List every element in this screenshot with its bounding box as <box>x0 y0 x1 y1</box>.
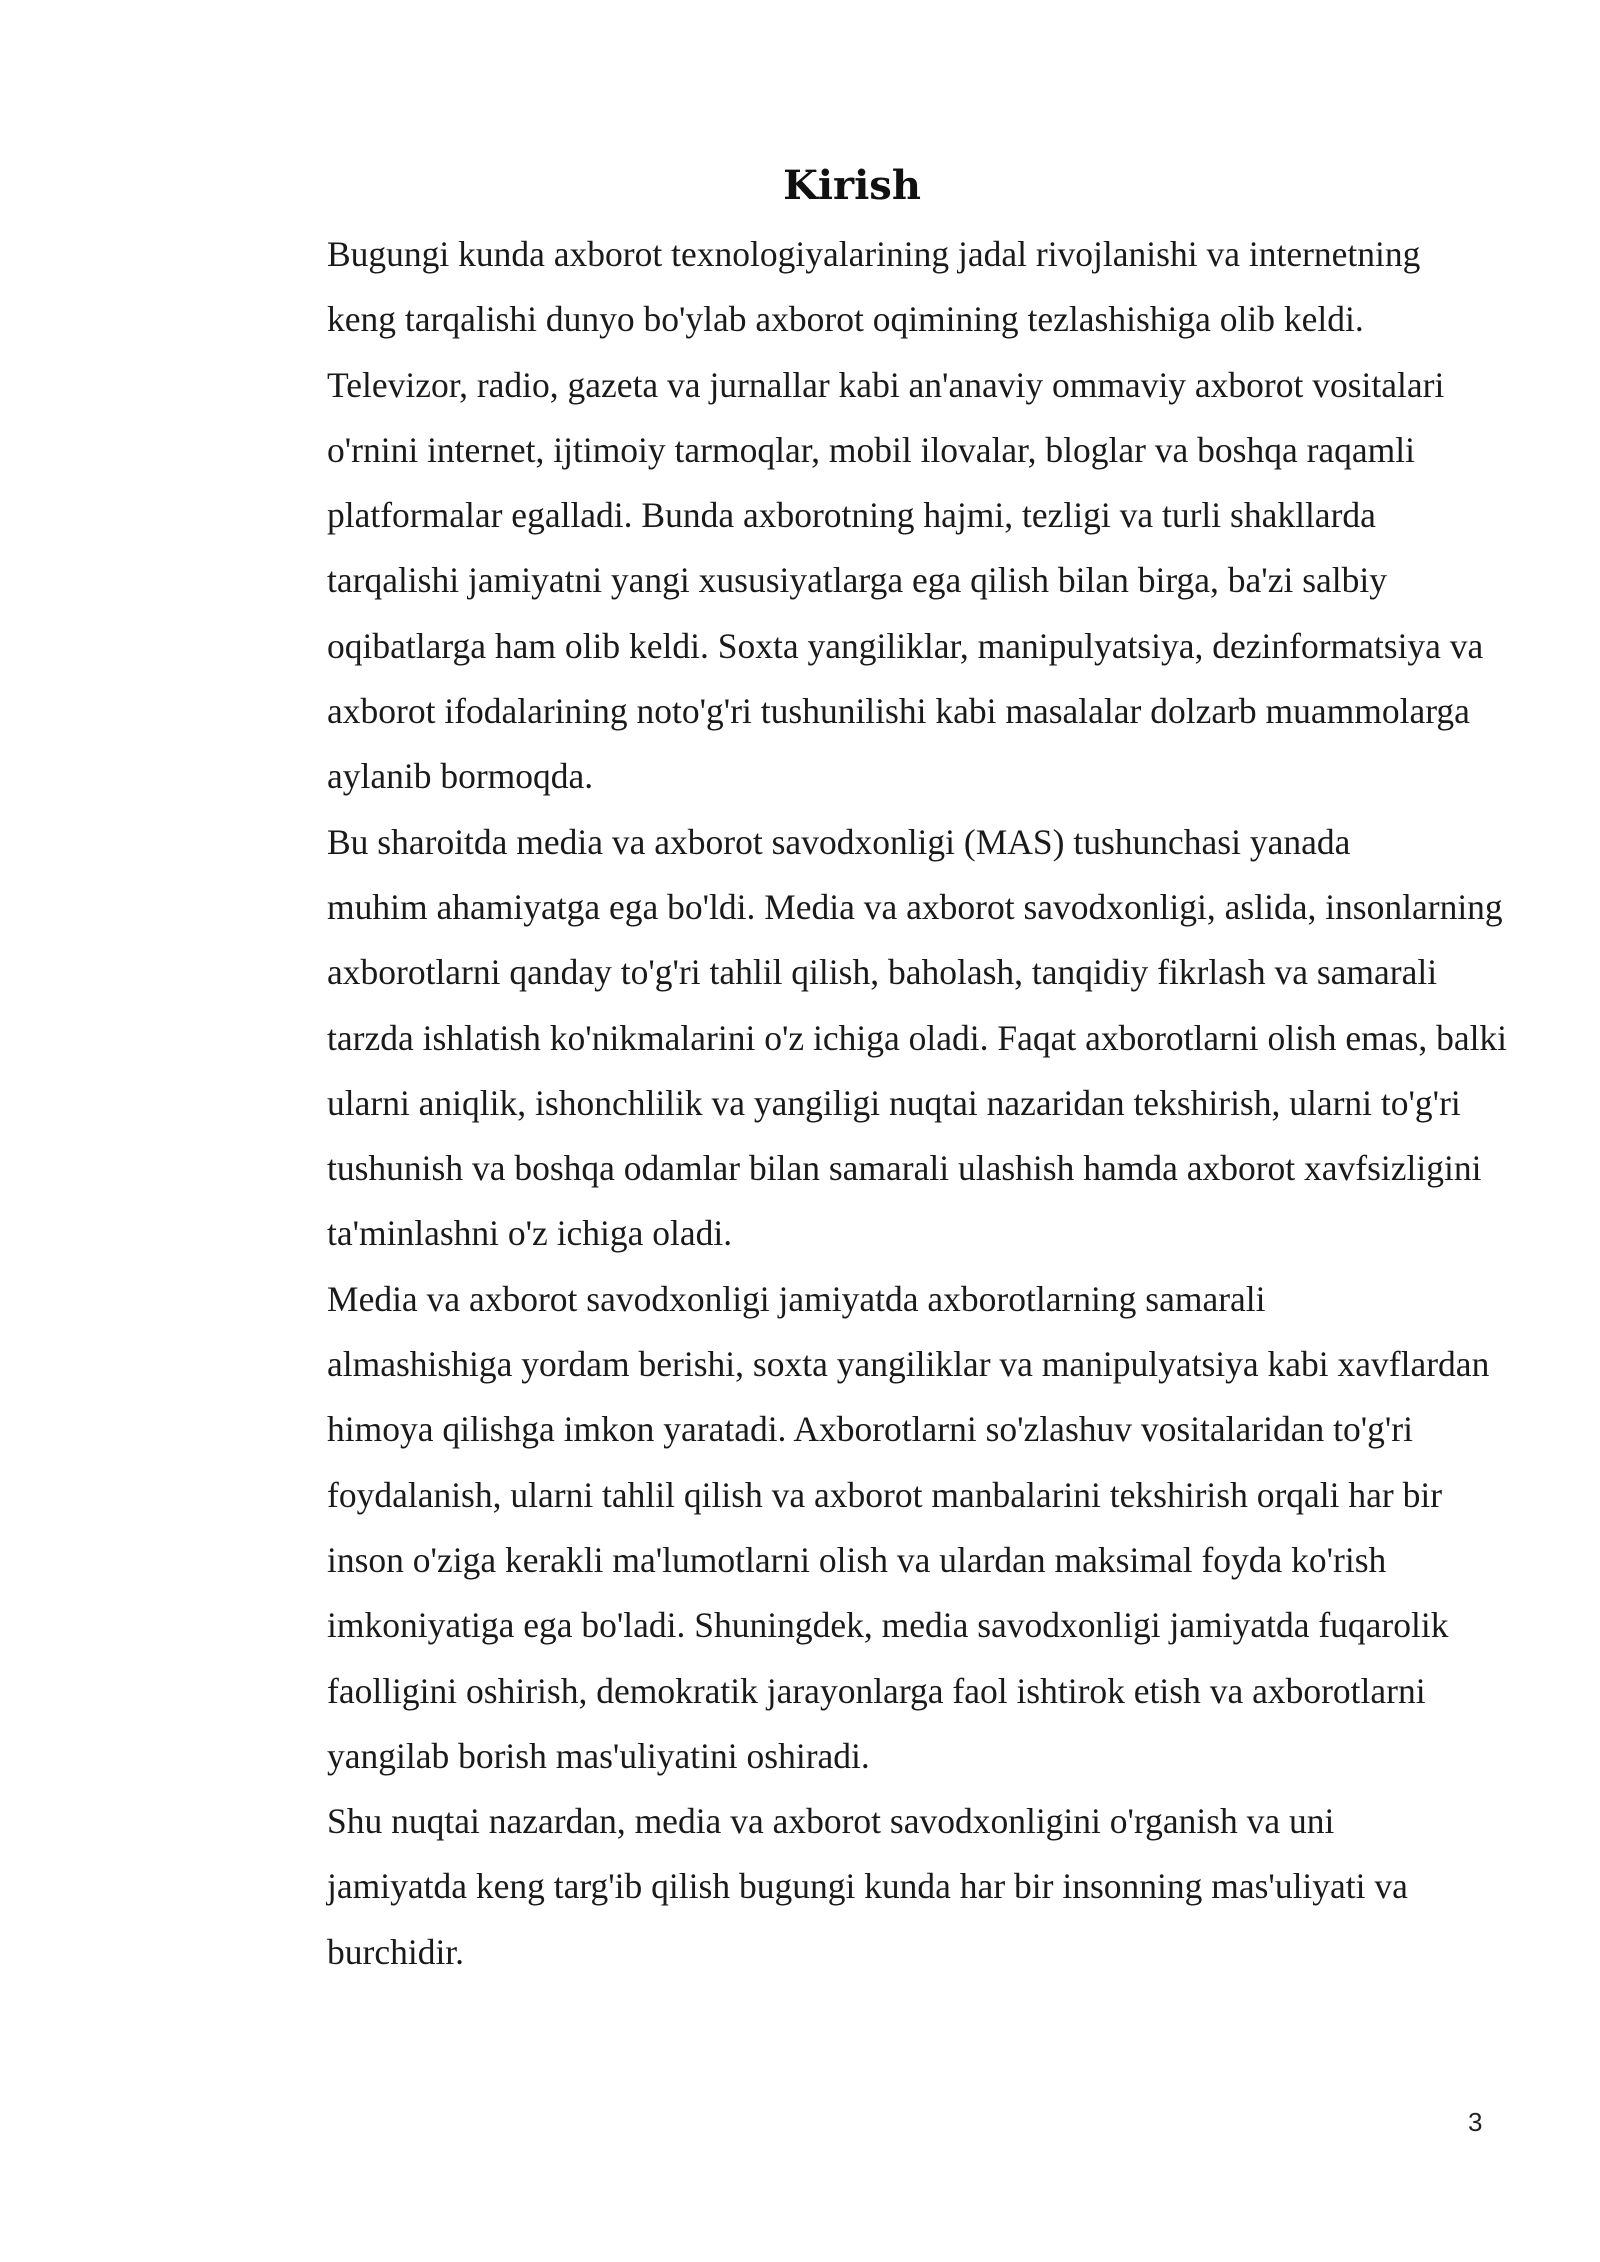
text-line: ularni aniqlik, ishonchlilik va yangiligi nuqtai nazaridan tekshirish, ularni to'g'ri <box>327 1082 1461 1123</box>
text-line: tarzda ishlatish ko'nikmalarini o'z ichiga oladi. Faqat axborotlarni olish emas, balki <box>327 1017 1508 1058</box>
text-line: muhim ahamiyatga ega bo'ldi. Media va axborot savodxonligi, aslida, insonlarning <box>327 886 1503 927</box>
page-title: Kirish <box>783 162 921 209</box>
paragraph-4 <box>230 1789 1495 1985</box>
text-line: inson o'ziga kerakli ma'lumotlarni olish va ulardan maksimal foyda ko'rish <box>327 1539 1387 1580</box>
text-line: faolligini oshirish, demokratik jarayonlarga faol ishtirok etish va axborotlarni <box>327 1670 1426 1711</box>
text-line: axborotlarni qanday to'g'ri tahlil qilish, baholash, tanqidiy fikrlash va samarali <box>327 952 1438 993</box>
text-line: tushunish va boshqa odamlar bilan samarali ulashish hamda axborot xavfsizligini <box>327 1148 1482 1189</box>
text-line: imkoniyatiga ega bo'ladi. Shuningdek, media savodxonligi jamiyatda fuqarolik <box>327 1605 1449 1646</box>
text-line: yangilab borish mas'uliyatini oshiradi. <box>327 1735 870 1776</box>
text-line: himoya qilishga imkon yaratadi. Axborotlarni so'zlashuv vositalaridan to'g'ri <box>327 1409 1413 1450</box>
text-line: o'rnini internet, ijtimoiy tarmoqlar, mobil ilovalar, bloglar va boshqa raqamli <box>327 429 1416 470</box>
paragraph-2 <box>230 810 1508 1267</box>
text-line: ta'minlashni o'z ichiga oladi. <box>327 1213 733 1254</box>
paragraph-1 <box>230 222 1495 810</box>
text-line: axborot ifodalarining noto'g'ri tushunilishi kabi masalalar dolzarb muammolarga <box>327 691 1470 732</box>
text-line: aylanib bormoqda. <box>327 756 594 797</box>
text-line: Shu nuqtai nazardan, media va axborot savodxonligini o'rganish va uni <box>327 1801 1335 1842</box>
text-line: platformalar egalladi. Bunda axborotning hajmi, tezligi va turli shakllarda <box>327 495 1376 536</box>
text-line: foydalanish, ularni tahlil qilish va axborot manbalarini tekshirish orqali har bir <box>327 1474 1443 1515</box>
text-line: Bu sharoitda media va axborot savodxonligi (MAS) tushunchasi yanada <box>327 821 1351 862</box>
text-line: burchidir. <box>327 1931 465 1972</box>
text-line: almashishiga yordam berishi, soxta yangiliklar va manipulyatsiya kabi xavflardan <box>327 1344 1490 1385</box>
paragraph-3 <box>230 1267 1495 1789</box>
text-line: Media va axborot savodxonligi jamiyatda axborotlarning samarali <box>327 1278 1266 1319</box>
text-line: keng tarqalishi dunyo bo'ylab axborot oqimining tezlashishiga olib keldi. <box>327 299 1364 340</box>
body-text <box>230 222 1508 1985</box>
text-line: Bugungi kunda axborot texnologiyalarining jadal rivojlanishi va internetning <box>327 234 1421 274</box>
text-line: jamiyatda keng targ'ib qilish bugungi kunda har bir insonning mas'uliyati va <box>327 1866 1408 1907</box>
text-line: Televizor, radio, gazeta va jurnallar kabi an'anaviy ommaviy axborot vositalari <box>327 364 1445 405</box>
page-number: 3 <box>1468 2107 1483 2137</box>
text-line: oqibatlarga ham olib keldi. Soxta yangiliklar, manipulyatsiya, dezinformatsiya va <box>327 625 1484 666</box>
text-line: tarqalishi jamiyatni yangi xususiyatlarga ega qilish bilan birga, ba'zi salbiy <box>327 560 1387 601</box>
